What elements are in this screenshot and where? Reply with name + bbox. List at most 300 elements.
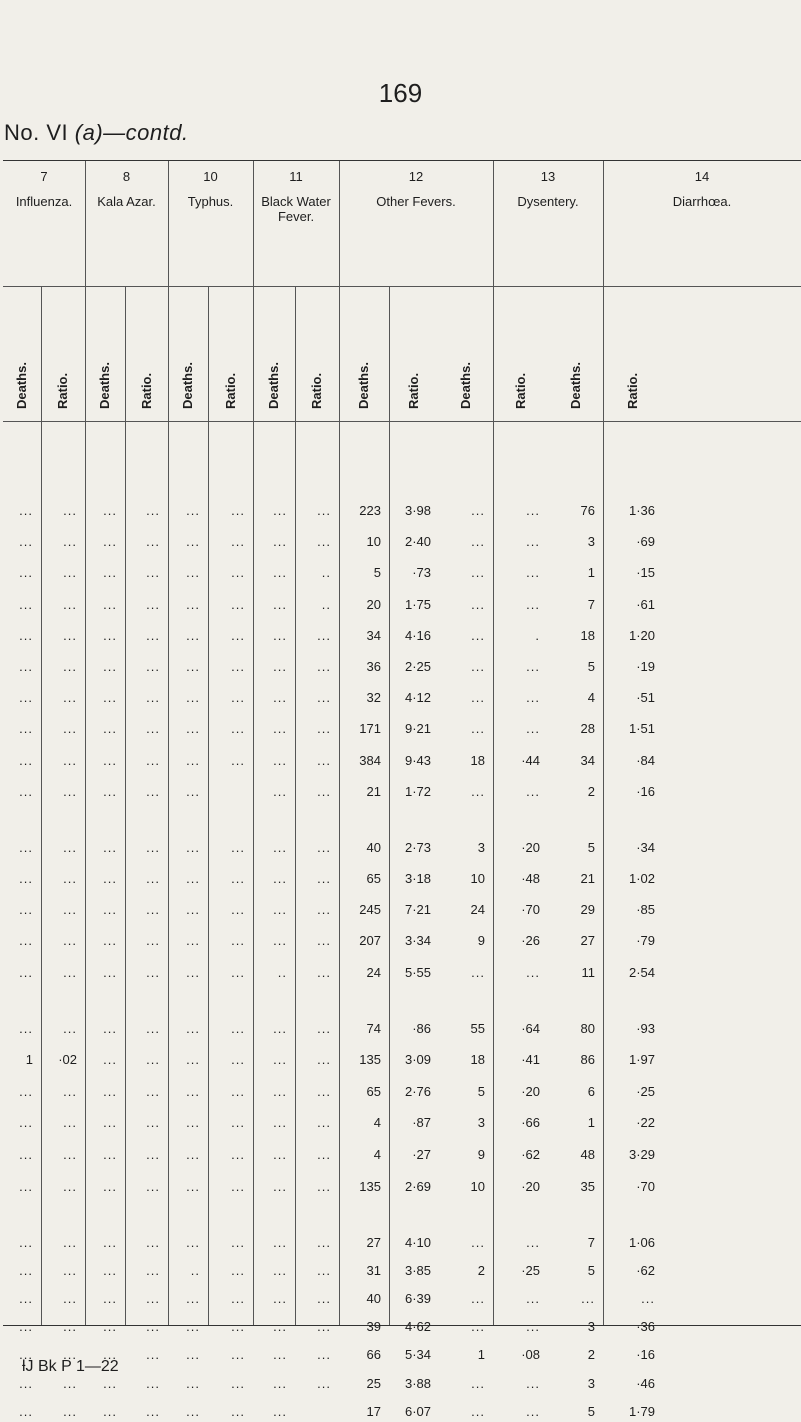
deaths-cell: ... [103,596,117,612]
ratio-cell: ·51 [636,690,655,706]
deaths-cell: ... [471,503,485,518]
ratio-cell: 3·34 [404,933,431,949]
ratio-cell: ... [231,1375,245,1391]
ratio-cell: 4·62 [404,1319,431,1335]
column-rule [125,286,126,1325]
column-group-header [85,169,168,209]
deaths-cell: 34 [366,627,381,643]
column-group-number: 14 [694,169,710,184]
deaths-cell: 223 [359,503,381,518]
column-rule [295,286,296,1325]
column-group-title: Black Water Fever. [261,194,331,224]
ratio-cell: ... [231,721,245,737]
table-row [3,626,801,646]
deaths-subheader: Deaths. [180,362,195,409]
ratio-subheader: Ratio. [222,372,238,409]
ratio-cell: ... [317,690,331,706]
deaths-cell: ... [186,839,200,855]
deaths-cell: 66 [366,1347,381,1363]
deaths-cell: 7 [587,596,595,612]
ratio-cell: ... [317,1291,331,1306]
deaths-cell: 5 [477,1083,485,1099]
ratio-cell: ·08 [521,1347,540,1363]
deaths-cell: ... [19,1178,33,1194]
deaths-cell: ... [19,839,33,855]
ratio-cell: ... [317,1347,331,1363]
column-rule [389,286,390,1325]
deaths-cell: 20 [366,596,381,612]
ratio-cell: ... [526,503,540,518]
ratio-cell: ... [146,871,160,886]
deaths-cell: ... [186,783,200,799]
page-number: 169 [378,78,423,108]
ratio-cell: 3·29 [628,1147,655,1162]
deaths-cell: ... [273,627,287,643]
deaths-cell: ... [186,1178,200,1194]
ratio-cell: 3·98 [404,503,431,518]
ratio-cell: ... [146,783,160,799]
column-group-number: 11 [289,169,303,184]
column-group-number: 10 [203,169,218,184]
ratio-cell: ... [63,839,77,855]
ratio-cell: ... [231,839,245,855]
ratio-cell: ·62 [636,1262,655,1278]
deaths-cell: ... [186,1147,200,1162]
ratio-cell: .. [321,565,331,581]
ratio-cell: 1·75 [404,596,431,612]
ratio-cell: ... [146,627,160,643]
deaths-cell: ... [273,659,287,674]
deaths-cell: ... [471,1234,485,1250]
column-group-header [603,169,801,209]
deaths-cell: ... [103,565,117,581]
deaths-cell: 4 [373,1115,381,1131]
deaths-cell: ... [273,871,287,886]
deaths-cell: 36 [366,659,381,674]
ratio-cell: ... [526,565,540,581]
ratio-cell: ... [63,902,77,918]
ratio-cell: ... [317,659,331,674]
deaths-cell: 1 [477,1347,485,1363]
ratio-cell: ·20 [521,1083,540,1099]
table-row [3,838,801,858]
ratio-cell: ... [63,627,77,643]
ratio-cell: ... [63,1403,77,1419]
ratio-cell: ... [526,690,540,706]
ratio-cell: ... [231,933,245,949]
ratio-cell: ... [63,690,77,706]
ratio-cell: ... [63,1020,77,1036]
ratio-cell: ·25 [636,1083,655,1099]
deaths-cell: 5 [373,565,381,581]
deaths-cell: ... [19,871,33,886]
deaths-cell: 3 [477,1115,485,1131]
deaths-cell: ... [186,1403,200,1419]
ratio-cell: ... [146,1375,160,1391]
ratio-cell: 2·25 [404,659,431,674]
deaths-cell: ... [273,1291,287,1306]
deaths-cell: 5 [587,659,595,674]
deaths-cell: 4 [373,1147,381,1162]
ratio-cell: 9·43 [404,752,431,768]
deaths-cell: ... [471,627,485,643]
ratio-cell: 2·76 [404,1083,431,1099]
ratio-subheader: Ratio. [406,372,421,409]
table-row [3,1050,801,1070]
deaths-cell: ... [273,721,287,737]
continued-label: —contd. [103,120,189,145]
deaths-cell: ... [19,1291,33,1306]
ratio-cell: 6·07 [404,1403,431,1419]
deaths-cell: ... [103,964,117,980]
deaths-cell: ... [273,503,287,518]
table-row [3,1374,801,1394]
ratio-cell: ·16 [636,1347,655,1363]
deaths-cell: ... [103,534,117,550]
ratio-cell: ·27 [412,1147,431,1162]
ratio-cell: ... [231,1262,245,1278]
ratio-cell: ... [63,783,77,799]
printer-imprint: ƚJ Bk P 1—22 [22,1358,119,1375]
deaths-cell: ... [273,1403,287,1419]
ratio-cell: ·25 [521,1262,540,1278]
column-group-header [493,169,603,209]
deaths-cell: ... [186,1052,200,1068]
ratio-cell: ... [526,1234,540,1250]
table-row [3,1113,801,1133]
ratio-cell: ·26 [521,933,540,949]
deaths-cell: 17 [366,1403,381,1419]
deaths-cell: ... [273,596,287,612]
deaths-cell: ... [19,1375,33,1391]
ratio-cell: 2·73 [404,839,431,855]
ratio-cell: ... [146,596,160,612]
deaths-cell: 4 [587,690,595,706]
deaths-cell: 2 [587,1347,595,1363]
deaths-cell: 2 [477,1262,485,1278]
ratio-cell: ·15 [636,565,655,581]
deaths-cell: ... [186,1291,200,1306]
ratio-cell: ... [146,503,160,518]
table-row [3,931,801,951]
ratio-cell: ... [146,1234,160,1250]
deaths-cell: ... [273,1234,287,1250]
ratio-cell: ... [317,964,331,980]
table-row [3,688,801,708]
deaths-cell: ... [103,839,117,855]
deaths-subheader: Deaths. [458,362,473,409]
table-row [3,1233,801,1253]
deaths-cell: ... [186,1020,200,1036]
deaths-cell: ... [103,627,117,643]
deaths-cell: ... [471,690,485,706]
column-group-title: Kala Azar. [97,194,156,209]
ratio-cell: ... [63,534,77,550]
deaths-cell: ... [19,752,33,768]
ratio-cell: 4·10 [404,1234,431,1250]
ratio-cell: ·20 [521,839,540,855]
deaths-cell: 384 [359,752,381,768]
deaths-cell: ... [103,1083,117,1099]
ratio-cell: ... [63,565,77,581]
ratio-cell: ... [146,1052,160,1068]
deaths-cell: 76 [580,503,595,518]
ratio-cell [208,782,245,802]
deaths-subheader: Deaths. [356,362,371,409]
ratio-cell: ... [231,1147,245,1162]
column-group-header [3,169,85,209]
ratio-cell: ... [63,933,77,949]
deaths-cell: 7 [587,1234,595,1250]
table-row [3,1261,801,1281]
deaths-cell: ... [103,690,117,706]
deaths-cell: ... [186,1083,200,1099]
deaths-cell: ... [471,1291,485,1306]
ratio-cell: 5·55 [404,964,431,980]
deaths-cell: ... [19,1319,33,1335]
deaths-cell: ... [186,1234,200,1250]
table-number: No. VI [4,120,69,145]
ratio-cell: ·20 [521,1178,540,1194]
row-rule [3,421,801,422]
deaths-cell: ... [273,1319,287,1335]
ratio-cell: ... [146,1291,160,1306]
ratio-cell: ... [231,596,245,612]
deaths-cell: ... [103,1178,117,1194]
ratio-cell: ... [317,871,331,886]
deaths-cell: ... [19,1083,33,1099]
ratio-cell: ·85 [636,902,655,918]
table-row [3,1019,801,1039]
deaths-cell: 10 [470,871,485,886]
ratio-cell: ·70 [636,1178,655,1194]
ratio-cell: ... [317,503,331,518]
deaths-cell: ... [186,1115,200,1131]
deaths-cell: ... [471,1375,485,1391]
deaths-cell: ... [273,690,287,706]
ratio-cell: ... [526,596,540,612]
deaths-cell: ... [471,964,485,980]
ratio-cell: ... [146,933,160,949]
column-rule [208,286,209,1325]
ratio-cell: 1·36 [628,503,655,518]
deaths-cell: 39 [366,1319,381,1335]
ratio-cell: ... [63,1262,77,1278]
ratio-cell: ... [317,1262,331,1278]
deaths-cell: ... [19,964,33,980]
deaths-cell: .. [190,1262,200,1278]
ratio-cell: 1·06 [628,1234,655,1250]
deaths-cell: ... [273,1375,287,1391]
ratio-subheader: Ratio. [55,372,70,409]
ratio-cell: ·70 [521,902,540,918]
table-row [3,1345,801,1365]
table-row [3,1402,801,1422]
ratio-cell: ... [146,1178,160,1194]
ratio-cell: ... [146,565,160,581]
ratio-cell: .. [321,596,331,612]
ratio-cell: ... [63,964,77,980]
ratio-cell: ... [146,1262,160,1278]
deaths-cell: ... [19,565,33,581]
deaths-cell: 5 [587,1262,595,1278]
ratio-cell: ·62 [521,1147,540,1162]
deaths-cell: ... [186,534,200,550]
ratio-cell: ... [231,627,245,643]
deaths-cell: ... [186,964,200,980]
ratio-cell: ... [146,1403,160,1419]
deaths-cell: 28 [580,721,595,737]
deaths-cell: 3 [587,534,595,550]
ratio-cell: ... [317,902,331,918]
ratio-cell: ... [231,1083,245,1099]
row-rule [3,286,801,287]
deaths-cell: 9 [477,1147,485,1162]
ratio-cell: ·79 [636,933,655,949]
ratio-cell: ... [526,1375,540,1391]
deaths-cell: ... [186,933,200,949]
deaths-cell: 29 [580,902,595,918]
deaths-cell: ... [19,783,33,799]
deaths-cell: ... [19,1020,33,1036]
column-group-header [339,169,493,209]
ratio-cell: ·61 [636,596,655,612]
deaths-cell: ... [186,721,200,737]
ratio-cell: ·44 [521,752,540,768]
ratio-cell: ... [317,1115,331,1131]
ratio-cell: ... [526,721,540,737]
ratio-cell: ... [63,871,77,886]
deaths-cell: 48 [580,1147,595,1162]
deaths-cell: ... [186,565,200,581]
deaths-cell: ... [273,1083,287,1099]
deaths-cell: 27 [580,933,595,949]
deaths-cell: ... [186,596,200,612]
ratio-cell: ... [231,1403,245,1419]
column-group-number: 12 [408,169,424,184]
ratio-cell: ... [231,503,245,518]
ratio-cell: ... [63,1291,77,1306]
deaths-cell: 55 [470,1020,485,1036]
ratio-cell: ... [641,1291,655,1306]
ratio-cell: ... [231,1178,245,1194]
deaths-cell: 3 [587,1375,595,1391]
deaths-cell: ... [273,902,287,918]
deaths-cell: 10 [366,534,381,550]
deaths-cell: 135 [359,1052,381,1068]
deaths-cell: ... [581,1291,595,1306]
deaths-cell: 86 [580,1052,595,1068]
ratio-cell: 1·02 [628,871,655,886]
deaths-cell: ... [471,1319,485,1335]
deaths-cell: ... [19,659,33,674]
ratio-cell: ... [317,1020,331,1036]
ratio-cell: ·41 [521,1052,540,1068]
ratio-cell: 9·21 [404,721,431,737]
deaths-cell: 24 [470,902,485,918]
ratio-cell: ... [317,627,331,643]
deaths-cell: ... [19,1347,33,1363]
table-row [3,1145,801,1165]
ratio-cell: ... [63,1375,77,1391]
ratio-cell: ·73 [412,565,431,581]
ratio-cell: ... [231,1291,245,1306]
ratio-cell: ... [63,1147,77,1162]
deaths-cell: ... [186,1347,200,1363]
deaths-cell: 65 [366,1083,381,1099]
deaths-cell: ... [103,659,117,674]
deaths-cell: ... [103,1291,117,1306]
deaths-cell: ... [273,1147,287,1162]
column-group-header [253,169,339,224]
deaths-cell: ... [471,783,485,799]
ratio-cell: ·87 [412,1115,431,1131]
deaths-subheader: Deaths. [14,362,29,409]
deaths-cell: 6 [587,1083,595,1099]
ratio-cell: ·48 [521,871,540,886]
ratio-cell: ... [317,752,331,768]
deaths-cell: ... [471,659,485,674]
deaths-cell: ... [19,933,33,949]
column-group-number: 7 [40,169,48,184]
ratio-cell: ... [63,1178,77,1194]
deaths-cell: ... [103,1319,117,1335]
ratio-cell: ... [231,964,245,980]
deaths-cell: 5 [587,1403,595,1419]
deaths-cell: ... [103,783,117,799]
ratio-cell: ... [146,534,160,550]
column-group-title: Influenza. [15,194,73,209]
ratio-cell: ... [526,1403,540,1419]
deaths-cell: ... [19,1115,33,1131]
ratio-cell: ... [146,902,160,918]
deaths-cell: ... [186,1375,200,1391]
deaths-cell: ... [103,1115,117,1131]
deaths-cell: 24 [366,964,381,980]
ratio-cell: 1·72 [404,783,431,799]
ratio-cell: ... [231,871,245,886]
ratio-cell: 1·51 [628,721,655,737]
ratio-cell: ·69 [636,534,655,550]
ratio-cell: ·64 [521,1020,540,1036]
deaths-cell: ... [273,1347,287,1363]
ratio-cell: ·22 [636,1115,655,1131]
deaths-cell: 80 [580,1020,595,1036]
deaths-cell: 18 [470,752,485,768]
deaths-cell: ... [186,1319,200,1335]
deaths-cell: ... [103,871,117,886]
ratio-cell: ... [63,596,77,612]
ratio-cell: ... [146,721,160,737]
ratio-cell: 3·85 [404,1262,431,1278]
deaths-cell: ... [273,1052,287,1068]
ratio-cell: ... [526,1291,540,1306]
table-row [3,1289,801,1309]
column-group-title: Dysentery. [517,194,579,209]
deaths-cell: ... [471,534,485,550]
ratio-cell: ·16 [636,783,655,799]
ratio-cell: ... [146,964,160,980]
ratio-cell: ... [63,1319,77,1335]
table-row [3,751,801,771]
ratio-cell: ... [317,1052,331,1068]
ratio-cell: ... [231,752,245,768]
ratio-cell: ... [526,659,540,674]
table-row [3,719,801,739]
deaths-cell: 2 [587,783,595,799]
ratio-cell: ... [63,721,77,737]
ratio-cell: ... [63,1347,77,1363]
